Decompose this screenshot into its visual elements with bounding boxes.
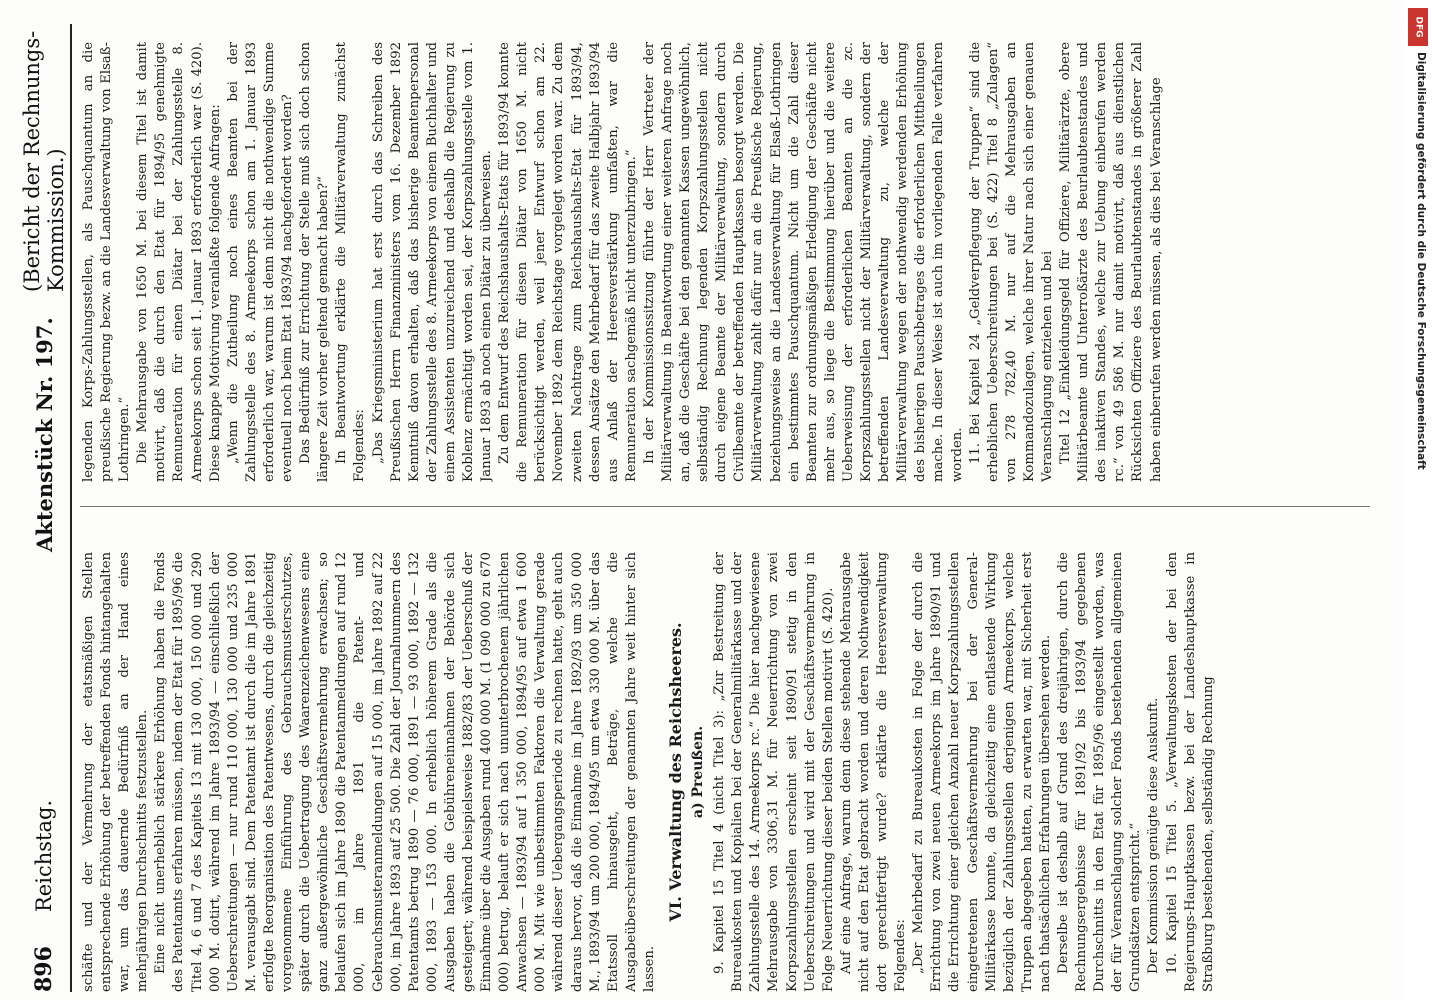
- paragraph: Auf eine Anfrage, warum denn diese stehende Mehrausgabe nicht auf den Etat gebracht worden und deren Nothwendigkeit dort gerechtfertigt wurde? erklärte die Heeresverwaltung Folgendes:: [838, 552, 909, 992]
- page-number: 896: [31, 946, 57, 992]
- header-left: Reichstag.: [32, 799, 56, 912]
- paragraph: Titel 12 „Einkleidungsgeld für Offiziere, Militärärzte, obere Militärbeamte und Unterroßärzte des Beurlaubtenstandes und des inaktiven Standes, welche zur Uebung einberufen werden rc.“ von 49 586 M. nur damit motivirt, daß aus dienstlichen Rücksichten Offiziere des Beurlaubtenstandes in größerer Zahl haben einberufen werden müssen, als dies bei Veranschlage: [1058, 42, 1164, 482]
- funding-credit: Digitalisierung gefördert durch die Deutsche Forschungsgemeinschaft: [1415, 52, 1427, 470]
- paragraph: Eine nicht unerheblich stärkere Erhöhung haben die Fonds des Patentamts erfahren müssen, indem der Etat für 1895/96 die Titel 4, 6 und 7 des Kapitels 13 mit 130 000, 150 000 und 290 000 M. dotirt, während im Jahre 1893/94 — einschließlich der Ueberschreitungen — nur rund 110 000, 130 000 und 235 000 M. verausgabt sind. Dem Patentamt ist durch die im Jahre 1891 erfolgte Reorganisation des Patentwesens, durch die gleichzeitig vorgenommene Einführung des Gebrauchsmusterschutzes, später durch die Uebertragung des Waarenzeichenwesens eine ganz außergewöhnliche Geschäftsvermehrung erwachsen; so belaufen sich im Jahre 1890 die Patentanmeldungen auf rund 12 000, im Jahre 1891 die Patent- und Gebrauchsmusteranmeldungen auf 15 000, im Jahre 1892 auf 22 000, im Jahre 1893 auf 25 500. Die Zahl der Journalnummern des Patentamts betrug 1890 — 76 000, 1891 — 93 000, 1892 — 132 000, 1893 — 153 000. In erheblich höherem Grade als die Ausgaben haben die Gebühreneinnahmen der Behörde sich gesteigert; während beispielsweise 1882/83 der Ueberschuß der Einnahme über die Ausgaben rund 400 000 M. (1 090 000 zu 670 000) betrug, belauft er sich nach ununterbrochenem jährlichen Anwachsen — 1893/94 auf 1 350 000, 1894/95 auf etwa 1 600 000 M. Mit wie unbestimmten Faktoren die Verwaltung gerade während dieser Uebergangsperiode zu rechnen hatte, geht auch daraus hervor, daß die Einnahme im Jahre 1892/93 um 350 000 M., 1893/94 um 200 000, 1894/95 um etwa 330 000 M. über das Etatssoll hinausgeht, Beträge, welche die Ausgabeüberschreitungen der genannten Jahre weit hinter sich lassen.: [153, 552, 657, 992]
- paragraph: „Der Mehrbedarf zu Bureaukosten in Folge der durch die Errichtung von zwei neuen Armeekorps im Jahre 1890/91 und die Errichtung einer gleichen Anzahl neuer Korpszahlungsstellen eingetretenen Geschäftsvermehrung bei der General-Militärkasse konnte, da gleichzeitig eine entlastende Wirkung bezüglich der Zahlungsstellen derjenigen Armeekorps, welche Truppen abgegeben hatten, zu erwarten war, mit Sicherheit erst nach thatsächlichen Erfahrungen übersehen werden.: [911, 552, 1053, 992]
- text-column-right: [80, 42, 1380, 482]
- dfg-logo-text: DFG: [1413, 16, 1424, 38]
- paragraph: legenden Korps-Zahlungsstellen, als Pauschquantum an die preußische Regierung bezw. an die Landesverwaltung von Elsaß-Lothringen.“: [81, 42, 133, 482]
- paragraph: 11. Bei Kapitel 24 „Geldverpflegung der Truppen“ sind die erheblichen Ueberschreitungen bei (S. 422) Titel 8 „Zulagen“ von 278 782,40 M. nur auf die Mehrausgaben an Kommandozulagen, welche ihrer Natur nach sich einer genauen Veranschlagung entziehen und bei: [967, 42, 1055, 482]
- paragraph: Die Mehrausgabe von 1650 M. bei diesem Titel ist damit motivirt, daß die durch den Etat für 1894/95 genehmigte Remuneration für einen Diätar bei der Zahlungsstelle 8. Armeekorps schon seit 1. Januar 1893 erforderlich war (S. 420). Diese knappe Motivirung veranlaßte folgende Anfragen:: [135, 42, 223, 482]
- paragraph: In Beantwortung erklärte die Militärverwaltung zunächst Folgendes:: [334, 42, 368, 482]
- section-heading: VI. Verwaltung des Reichsheeres.: [666, 622, 685, 922]
- header-document-number: Aktenstück Nr. 197.: [31, 317, 57, 552]
- paragraph: „Wenn die Zutheilung noch eines Beamten bei der Zahlungsstelle des 8. Armeekorps schon am 1. Januar 1893 erforderlich war, warum ist denn nicht die nothwendige Summe eventuell noch beim Etat 1893/94 nachgefordert worden?: [225, 42, 296, 482]
- paragraph: schäfte und der Vermehrung der etatsmäßigen Stellen entsprechende Erhöhung der betreffenden Fonds hintangehalten war, um das dauernde Bedürfniß an der Hand eines mehrjährigen Durchschnitts festzustellen.: [81, 552, 151, 992]
- paragraph: 9. Kapitel 15 Titel 4 (nicht Titel 3): „Zur Bestreitung der Bureaukosten und Kopialien bei der Generalmilitärkasse und der Zahlungsstelle des 14. Armeekorps rc.“ Die hier nachgewiesene Mehrausgabe von 3306,31 M. für Neuerrichtung von zwei Korpszahlungsstellen erscheint seit 1890/91 stetig in den Ueberschreitungen und wird mit der Geschäftsvermehrung in Folge Neuerrichtung dieser beiden Stellen motivirt (S. 420).: [712, 552, 836, 992]
- paragraph: Das Bedürfniß zur Errichtung der Stelle muß sich doch schon längere Zeit vorher geltend gemacht haben?“: [298, 42, 332, 482]
- paragraph: Zu dem Entwurf des Reichshaushalts-Etats für 1893/94 konnte die Remuneration für diesen Diätar von 1650 M. nicht berücksichtigt werden, weil jener Entwurf schon am 22. November 1892 dem Reichstage vorgelegt worden war. Zu dem zweiten Nachtrage zum Reichshaushalts-Etat für 1893/94, dessen Ansätze den Mehrbedarf für das zweite Halbjahr 1893/94 aus Anlaß der Heeresverstärkung umfaßten, war die Remuneration sachgemäß nicht unterzubringen.“: [497, 42, 639, 482]
- column-divider: [80, 506, 1370, 507]
- paragraph: „Das Kriegsministerium hat erst durch das Schreiben des Preußischen Herrn Finanzministers vom 16. Dezember 1892 Kenntniß davon erhalten, daß das bisherige Beamtenpersonal der Zahlungsstelle des 8. Armeekorps von einem Buchhalter und einem Assistenten unzureichend und deshalb die Regierung zu Koblenz ermächtigt worden sei, der Korpszahlungsstelle vom 1. Januar 1893 ab noch einen Diätar zu überweisen.: [370, 42, 495, 482]
- paragraph: Derselbe ist deshalb auf Grund des dreijährigen, durch die Rechnungsergebnisse für 1891/92 bis 1893/94 gegebenen Durchschnitts in den Etat für 1895/96 eingestellt worden, was der für Veranschlagung solcher Fonds bestehenden allgemeinen Grundsätzen entspricht.“: [1055, 552, 1144, 992]
- header-right: (Bericht der Rechnungs-Kommission.): [20, 30, 68, 292]
- dfg-logo: [1408, 8, 1428, 46]
- paragraph: Der Kommission genügte diese Auskunft.: [1146, 697, 1162, 974]
- subsection-heading: a) Preußen.: [690, 725, 707, 819]
- page-header: [20, 24, 68, 992]
- text-column-left: [80, 552, 1380, 992]
- digitization-sidebar: [1404, 0, 1432, 1000]
- rotated-page-content: [20, 24, 1400, 992]
- paragraph: In der Kommissionssitzung führte der Herr Vertreter der Militärverwaltung in Beantwortung einer weiteren Anfrage noch an, daß die Geschäfte bei den genannten Kassen ungewöhnlich, selbständig Rechnung legenden Korpszahlungsstellen nicht durch eigene Beamte der Militärverwaltung, sondern durch Civilbeamte der betreffenden Hauptkassen besorgt werden. Die Militärverwaltung zahlt dafür nur an die Preußische Regierung, beziehungsweise an die Landesverwaltung für Elsaß-Lothringen ein bestimmtes Pauschquantum. Nicht um die Zahl dieser Beamten zur ordnungsmäßigen Erledigung der Geschäfte nicht mehr aus, so liege die Bestimmung hierüber und die weitere Ueberweisung der erforderlichen Beamten an die zc. Korpszahlungsstellen nicht der Militärverwaltung, sondern der betreffenden Landesverwaltung zu, welche der Militärverwaltung wegen der nothwendig werdenden Erhöhung des bisherigen Pauschbetrages die erforderlichen Mittheilungen mache. In dieser Weise ist auch im vorliegenden Falle verfahren worden.: [641, 42, 965, 482]
- paragraph: 10. Kapitel 15 Titel 5. „Verwaltungskosten der bei den Regierungs-Hauptkassen bezw. bei der Landeshauptkasse in Straßburg bestehenden, selbständig Rechnung: [1164, 552, 1216, 992]
- header-rule: [70, 24, 72, 992]
